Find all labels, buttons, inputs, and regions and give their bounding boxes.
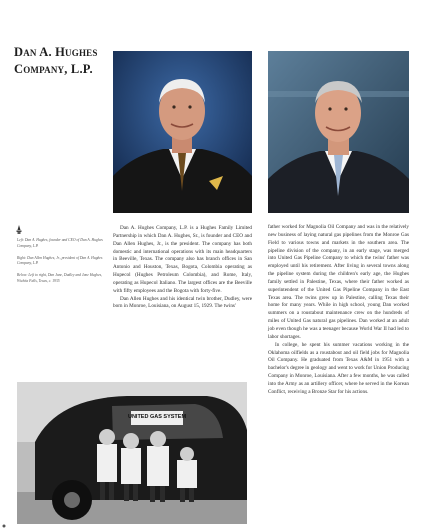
- photo-captions: [17, 238, 109, 291]
- caption-left: Left: Dan A. Hughes, founder and CEO of Dan A. Hughes Company, L.P.: [17, 238, 103, 248]
- title-line-1: Dan A. Hughes: [14, 45, 98, 59]
- family-image: [17, 382, 247, 524]
- paragraph: In college, he spent his summer vacations working in the Oklahoma oilfields as a roustabout and oil field jobs for Magnolia Oil Company. He graduated from Texas A&M in 1951 with a bachelor's degree in geology and went to work for Union Producing Company in Monroe, Louisiana. After a few months, he was called into the Army as an artillery officer, where he served in the Korean Conflict, receiving a Bronze Star for his actions.: [268, 341, 409, 395]
- photo-hughes-children-car: [17, 382, 247, 524]
- paragraph: Dan Allen Hughes and his identical twin brother, Dudley, were born in Monroe, Louisiana, on August 15, 1929. The twins': [113, 295, 252, 310]
- portrait-image: [268, 51, 409, 213]
- portrait-image: [113, 51, 252, 213]
- lamp-ornament-icon: [16, 225, 22, 234]
- caption-below: Below: Left to right, Dan Jane, Dudley and Jane Hughes, Wichita Falls, Texas, c. 1935: [17, 273, 103, 283]
- paragraph: Dan A. Hughes Company, L.P. is a Hughes Family Limited Partnership in which Dan A. Hughes, Sr., is founder and CEO and Dan Allen Hughes, Jr., is the president. The company has both domestic and international operations with its main headquarters in Beeville, Texas. The company also has branch offices in San Antonio and Houston, Texas, Bogota, Colombia operating as Hupecol (Hughes Petroleum Colombia), and Rome, Italy, operating as Hupecol Italiano. The largest offices are the Beeville with fifty employees and the Bogota with forty-five.: [113, 225, 252, 294]
- page-title: [14, 44, 114, 78]
- caption-right: Right: Dan Allen Hughes, Jr., president of Dan A. Hughes Company, L.P.: [17, 255, 103, 266]
- photo-dan-hughes-sr: [113, 51, 252, 213]
- title-line-2: Company, L.P.: [14, 62, 93, 76]
- body-column-right: [268, 224, 409, 397]
- page-marker-icon: [2, 524, 6, 528]
- photo-dan-hughes-jr: [268, 51, 409, 213]
- sign-text: UNITED GAS SYSTEM: [127, 414, 187, 420]
- paragraph: father worked for Magnolia Oil Company and was in the relatively new business of laying natural gas pipelines from the Monroe Gas Field to various towns and markets in the southern area. The pipeline division of the company, in an early stage, was merged into United Gas Pipeline Company to which the twins' father was employed until his retirement. After living in several towns along the pipeline system during the children's early age, the Hughes family settled in Palestine, Texas, where their father worked as superintendent of the United Gas Pipeline Company in the East Texas area. The twins grew up in Palestine, calling Texas their home for many years. While in high school, young Dan worked summers on a roustabout maintenance crew on the hundreds of miles of United Gas natural gas pipelines. Dan worked at an adult job even though he was a teenager because World War II had led to labor shortages.: [268, 224, 409, 340]
- body-column-middle: [113, 225, 252, 311]
